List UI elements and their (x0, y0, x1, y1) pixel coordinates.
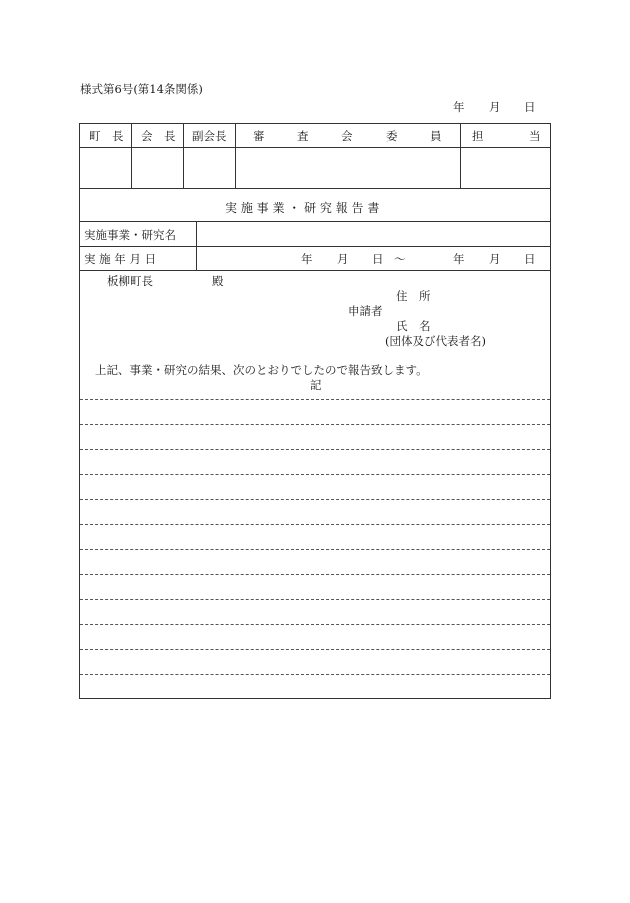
group-note: (団体及び代表者名) (385, 334, 486, 348)
header-shinsa-2: 査 (297, 129, 309, 143)
period-end-day: 日 (524, 252, 536, 266)
header-cho: 町 長 (89, 129, 124, 143)
header-tanto-2: 当 (529, 129, 541, 143)
form-number: 様式第6号(第14条関係) (80, 82, 203, 96)
header-tanto-1: 担 (472, 129, 484, 143)
header-fukukaicho: 副会長 (192, 129, 227, 143)
date-year-label: 年 (453, 100, 465, 114)
writing-line (80, 399, 550, 400)
period-start-year: 年 (301, 252, 313, 266)
writing-line (80, 574, 550, 575)
seal-cell-kaicho (132, 148, 183, 188)
writing-line (80, 549, 550, 550)
applicant-label: 申請者 (348, 304, 383, 318)
period-start-month: 月 (337, 252, 349, 266)
seal-cell-shinsa (236, 148, 460, 188)
period-start-day: 日 (372, 252, 384, 266)
date-month-label: 月 (489, 100, 501, 114)
writing-line (80, 524, 550, 525)
date-day-label: 日 (524, 100, 536, 114)
header-kaicho: 会 長 (141, 129, 176, 143)
period-label: 実 施 年 月 日 (84, 252, 157, 266)
period-row-divider (79, 270, 551, 271)
addressee: 板柳町長 (107, 274, 153, 288)
project-name-field[interactable] (197, 222, 550, 246)
writing-line (80, 424, 550, 425)
writing-line (80, 499, 550, 500)
writing-line (80, 449, 550, 450)
writing-line (80, 649, 550, 650)
writing-line (80, 599, 550, 600)
seal-cell-tanto (461, 148, 550, 188)
seal-cell-fukukaicho (184, 148, 235, 188)
writing-line (80, 474, 550, 475)
writing-line (80, 674, 550, 675)
honorific: 殿 (212, 274, 224, 288)
report-title: 実 施 事 業 ・ 研 究 報 告 書 (225, 201, 380, 215)
header-shinsa-5: 員 (430, 129, 442, 143)
report-statement: 上記、事業・研究の結果、次のとおりでしたので報告致します。 (95, 363, 428, 377)
project-row-divider (79, 246, 551, 247)
writing-line (80, 624, 550, 625)
name-label: 氏 名 (396, 319, 431, 333)
approval-bottom-divider (79, 188, 551, 189)
project-name-label: 実施事業・研究名 (84, 228, 176, 242)
header-shinsa-1: 審 (253, 129, 265, 143)
header-shinsa-4: 委 (386, 129, 398, 143)
ki-label: 記 (310, 378, 322, 392)
address-label: 住 所 (396, 289, 431, 303)
seal-cell-cho (80, 148, 131, 188)
period-end-year: 年 (453, 252, 465, 266)
period-tilde: ～ (394, 252, 406, 266)
header-shinsa-3: 会 (341, 129, 353, 143)
period-end-month: 月 (489, 252, 501, 266)
